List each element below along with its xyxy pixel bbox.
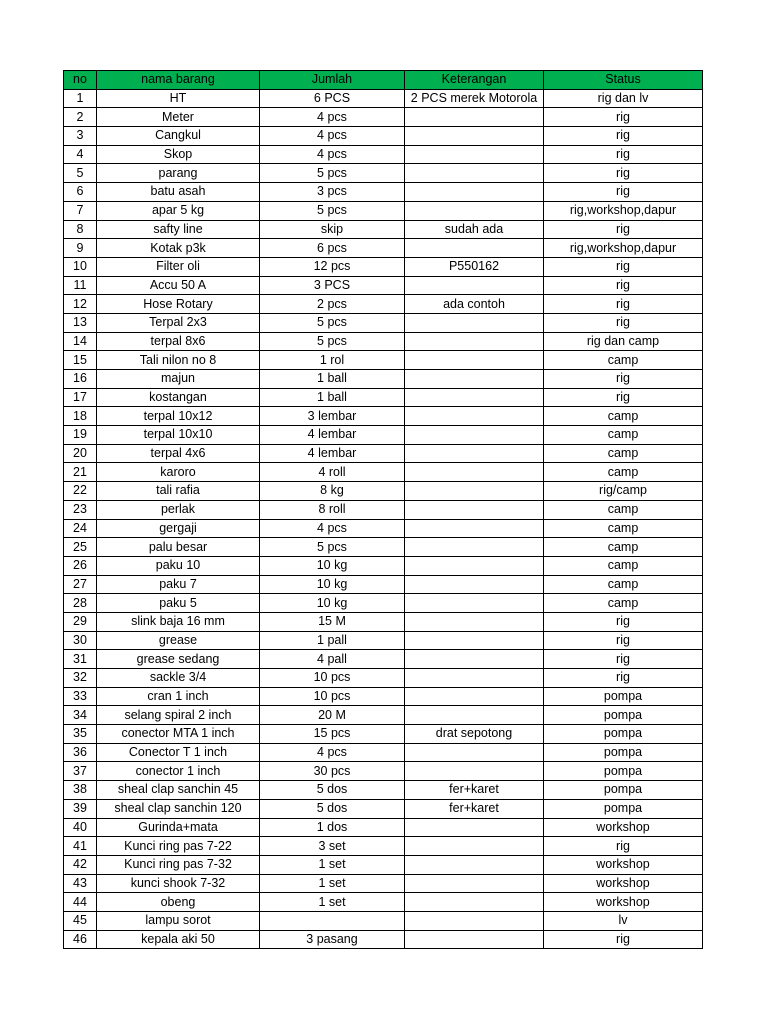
table-row bbox=[64, 201, 703, 220]
table-row bbox=[64, 799, 703, 818]
cell-jumlah[interactable]: 4 pcs bbox=[260, 743, 405, 762]
cell-keterangan[interactable]: ada contoh bbox=[405, 295, 544, 314]
cell-status[interactable]: workshop bbox=[544, 874, 703, 893]
cell-nama-barang[interactable]: Skop bbox=[97, 145, 260, 164]
cell-jumlah[interactable]: 1 ball bbox=[260, 370, 405, 389]
cell-keterangan[interactable] bbox=[405, 276, 544, 295]
cell-status[interactable]: pompa bbox=[544, 706, 703, 725]
cell-no[interactable]: 12 bbox=[64, 295, 97, 314]
cell-keterangan[interactable] bbox=[405, 407, 544, 426]
cell-keterangan[interactable] bbox=[405, 650, 544, 669]
cell-jumlah[interactable]: 5 dos bbox=[260, 781, 405, 800]
cell-nama-barang[interactable]: tali rafia bbox=[97, 482, 260, 501]
cell-keterangan[interactable] bbox=[405, 500, 544, 519]
cell-nama-barang[interactable]: Gurinda+mata bbox=[97, 818, 260, 837]
cell-no[interactable]: 20 bbox=[64, 444, 97, 463]
table-body bbox=[64, 89, 703, 949]
cell-jumlah[interactable]: 3 pcs bbox=[260, 183, 405, 202]
cell-jumlah[interactable]: 1 set bbox=[260, 874, 405, 893]
cell-nama-barang[interactable]: Cangkul bbox=[97, 127, 260, 146]
cell-no[interactable]: 2 bbox=[64, 108, 97, 127]
cell-jumlah[interactable]: 1 set bbox=[260, 893, 405, 912]
cell-keterangan[interactable] bbox=[405, 444, 544, 463]
cell-no[interactable]: 45 bbox=[64, 911, 97, 930]
cell-keterangan[interactable] bbox=[405, 127, 544, 146]
table-row bbox=[64, 463, 703, 482]
table-row bbox=[64, 818, 703, 837]
cell-status[interactable]: pompa bbox=[544, 743, 703, 762]
cell-nama-barang[interactable]: paku 5 bbox=[97, 594, 260, 613]
table-row bbox=[64, 164, 703, 183]
cell-status[interactable]: camp bbox=[544, 556, 703, 575]
cell-status[interactable]: rig bbox=[544, 164, 703, 183]
cell-nama-barang[interactable]: Conector T 1 inch bbox=[97, 743, 260, 762]
cell-jumlah[interactable]: 5 dos bbox=[260, 799, 405, 818]
cell-no[interactable]: 33 bbox=[64, 687, 97, 706]
cell-keterangan[interactable] bbox=[405, 855, 544, 874]
cell-no[interactable]: 31 bbox=[64, 650, 97, 669]
table-row bbox=[64, 388, 703, 407]
cell-no[interactable]: 16 bbox=[64, 370, 97, 389]
cell-keterangan[interactable] bbox=[405, 313, 544, 332]
table-row bbox=[64, 538, 703, 557]
cell-no[interactable]: 35 bbox=[64, 725, 97, 744]
cell-status[interactable]: rig dan camp bbox=[544, 332, 703, 351]
cell-jumlah[interactable]: 10 kg bbox=[260, 575, 405, 594]
cell-no[interactable]: 40 bbox=[64, 818, 97, 837]
cell-status[interactable]: rig bbox=[544, 612, 703, 631]
cell-keterangan[interactable] bbox=[405, 108, 544, 127]
table-row bbox=[64, 669, 703, 688]
cell-status[interactable]: rig bbox=[544, 930, 703, 949]
cell-jumlah[interactable]: 10 pcs bbox=[260, 687, 405, 706]
spreadsheet bbox=[63, 70, 703, 949]
cell-status[interactable]: camp bbox=[544, 463, 703, 482]
cell-nama-barang[interactable]: grease sedang bbox=[97, 650, 260, 669]
cell-jumlah[interactable]: 10 pcs bbox=[260, 669, 405, 688]
cell-status[interactable]: rig,workshop,dapur bbox=[544, 239, 703, 258]
cell-keterangan[interactable] bbox=[405, 687, 544, 706]
cell-status[interactable]: pompa bbox=[544, 799, 703, 818]
cell-jumlah[interactable]: 5 pcs bbox=[260, 332, 405, 351]
table-row bbox=[64, 650, 703, 669]
table-row bbox=[64, 257, 703, 276]
table-row bbox=[64, 444, 703, 463]
header-row bbox=[64, 71, 703, 90]
cell-nama-barang[interactable]: karoro bbox=[97, 463, 260, 482]
table-row bbox=[64, 594, 703, 613]
cell-no[interactable]: 26 bbox=[64, 556, 97, 575]
cell-jumlah[interactable]: 30 pcs bbox=[260, 762, 405, 781]
cell-status[interactable]: camp bbox=[544, 594, 703, 613]
cell-no[interactable]: 37 bbox=[64, 762, 97, 781]
cell-no[interactable]: 29 bbox=[64, 612, 97, 631]
cell-jumlah[interactable]: 2 pcs bbox=[260, 295, 405, 314]
cell-nama-barang[interactable]: Kotak p3k bbox=[97, 239, 260, 258]
cell-no[interactable]: 28 bbox=[64, 594, 97, 613]
inventory-table bbox=[63, 70, 703, 949]
cell-nama-barang[interactable]: terpal 4x6 bbox=[97, 444, 260, 463]
cell-jumlah[interactable]: 3 PCS bbox=[260, 276, 405, 295]
cell-no[interactable]: 22 bbox=[64, 482, 97, 501]
cell-nama-barang[interactable]: parang bbox=[97, 164, 260, 183]
cell-keterangan[interactable]: sudah ada bbox=[405, 220, 544, 239]
cell-status[interactable]: rig bbox=[544, 276, 703, 295]
cell-jumlah[interactable]: 5 pcs bbox=[260, 313, 405, 332]
cell-keterangan[interactable]: fer+karet bbox=[405, 799, 544, 818]
cell-keterangan[interactable] bbox=[405, 706, 544, 725]
cell-jumlah[interactable]: 12 pcs bbox=[260, 257, 405, 276]
cell-nama-barang[interactable]: Kunci ring pas 7-32 bbox=[97, 855, 260, 874]
cell-keterangan[interactable] bbox=[405, 463, 544, 482]
cell-keterangan[interactable] bbox=[405, 351, 544, 370]
cell-status[interactable]: camp bbox=[544, 538, 703, 557]
cell-jumlah[interactable]: skip bbox=[260, 220, 405, 239]
cell-keterangan[interactable] bbox=[405, 837, 544, 856]
cell-jumlah[interactable]: 8 roll bbox=[260, 500, 405, 519]
cell-no[interactable]: 18 bbox=[64, 407, 97, 426]
cell-no[interactable]: 39 bbox=[64, 799, 97, 818]
cell-keterangan[interactable] bbox=[405, 145, 544, 164]
header-jumlah[interactable]: Jumlah bbox=[260, 71, 405, 90]
cell-nama-barang[interactable]: terpal 8x6 bbox=[97, 332, 260, 351]
cell-keterangan[interactable]: fer+karet bbox=[405, 781, 544, 800]
cell-no[interactable]: 3 bbox=[64, 127, 97, 146]
cell-nama-barang[interactable]: Hose Rotary bbox=[97, 295, 260, 314]
cell-jumlah[interactable]: 6 PCS bbox=[260, 89, 405, 108]
cell-nama-barang[interactable]: palu besar bbox=[97, 538, 260, 557]
cell-nama-barang[interactable]: terpal 10x12 bbox=[97, 407, 260, 426]
cell-jumlah[interactable]: 5 pcs bbox=[260, 538, 405, 557]
header-no[interactable]: no bbox=[64, 71, 97, 90]
cell-jumlah[interactable]: 3 lembar bbox=[260, 407, 405, 426]
cell-nama-barang[interactable]: conector 1 inch bbox=[97, 762, 260, 781]
cell-jumlah[interactable] bbox=[260, 911, 405, 930]
cell-no[interactable]: 11 bbox=[64, 276, 97, 295]
cell-status[interactable]: pompa bbox=[544, 762, 703, 781]
table-row bbox=[64, 313, 703, 332]
cell-status[interactable]: rig bbox=[544, 388, 703, 407]
table-row bbox=[64, 556, 703, 575]
cell-jumlah[interactable]: 10 kg bbox=[260, 594, 405, 613]
cell-no[interactable]: 9 bbox=[64, 239, 97, 258]
cell-no[interactable]: 13 bbox=[64, 313, 97, 332]
cell-status[interactable]: pompa bbox=[544, 725, 703, 744]
table-row bbox=[64, 183, 703, 202]
cell-status[interactable]: workshop bbox=[544, 818, 703, 837]
table-row bbox=[64, 426, 703, 445]
cell-keterangan[interactable] bbox=[405, 669, 544, 688]
cell-keterangan[interactable] bbox=[405, 519, 544, 538]
cell-jumlah[interactable]: 5 pcs bbox=[260, 201, 405, 220]
table-row bbox=[64, 276, 703, 295]
cell-status[interactable]: rig bbox=[544, 631, 703, 650]
cell-jumlah[interactable]: 15 M bbox=[260, 612, 405, 631]
cell-jumlah[interactable]: 4 pall bbox=[260, 650, 405, 669]
cell-keterangan[interactable] bbox=[405, 594, 544, 613]
cell-nama-barang[interactable]: Terpal 2x3 bbox=[97, 313, 260, 332]
cell-status[interactable]: camp bbox=[544, 444, 703, 463]
table-row bbox=[64, 837, 703, 856]
cell-status[interactable]: rig bbox=[544, 313, 703, 332]
table-row bbox=[64, 781, 703, 800]
cell-jumlah[interactable]: 1 ball bbox=[260, 388, 405, 407]
cell-nama-barang[interactable]: cran 1 inch bbox=[97, 687, 260, 706]
cell-jumlah[interactable]: 8 kg bbox=[260, 482, 405, 501]
cell-jumlah[interactable]: 1 rol bbox=[260, 351, 405, 370]
cell-no[interactable]: 38 bbox=[64, 781, 97, 800]
cell-jumlah[interactable]: 1 dos bbox=[260, 818, 405, 837]
cell-no[interactable]: 41 bbox=[64, 837, 97, 856]
table-row bbox=[64, 762, 703, 781]
table-row bbox=[64, 911, 703, 930]
cell-jumlah[interactable]: 1 pall bbox=[260, 631, 405, 650]
cell-jumlah[interactable]: 20 M bbox=[260, 706, 405, 725]
cell-keterangan[interactable] bbox=[405, 388, 544, 407]
table-row bbox=[64, 89, 703, 108]
table-row bbox=[64, 575, 703, 594]
cell-keterangan[interactable] bbox=[405, 239, 544, 258]
cell-jumlah[interactable]: 4 roll bbox=[260, 463, 405, 482]
cell-nama-barang[interactable]: perlak bbox=[97, 500, 260, 519]
cell-jumlah[interactable]: 6 pcs bbox=[260, 239, 405, 258]
cell-keterangan[interactable]: drat sepotong bbox=[405, 725, 544, 744]
cell-no[interactable]: 14 bbox=[64, 332, 97, 351]
cell-nama-barang[interactable]: paku 7 bbox=[97, 575, 260, 594]
cell-nama-barang[interactable]: Accu 50 A bbox=[97, 276, 260, 295]
cell-status[interactable]: rig bbox=[544, 183, 703, 202]
header-status[interactable]: Status bbox=[544, 71, 703, 90]
cell-keterangan[interactable] bbox=[405, 556, 544, 575]
cell-no[interactable]: 34 bbox=[64, 706, 97, 725]
cell-status[interactable]: rig bbox=[544, 295, 703, 314]
cell-no[interactable]: 27 bbox=[64, 575, 97, 594]
table-row bbox=[64, 145, 703, 164]
cell-nama-barang[interactable]: lampu sorot bbox=[97, 911, 260, 930]
cell-no[interactable]: 25 bbox=[64, 538, 97, 557]
cell-keterangan[interactable] bbox=[405, 612, 544, 631]
cell-keterangan[interactable] bbox=[405, 911, 544, 930]
table-row bbox=[64, 855, 703, 874]
cell-status[interactable]: rig dan lv bbox=[544, 89, 703, 108]
cell-keterangan[interactable] bbox=[405, 426, 544, 445]
table-row bbox=[64, 127, 703, 146]
cell-nama-barang[interactable]: terpal 10x10 bbox=[97, 426, 260, 445]
cell-nama-barang[interactable]: safty line bbox=[97, 220, 260, 239]
cell-nama-barang[interactable]: HT bbox=[97, 89, 260, 108]
table-row bbox=[64, 874, 703, 893]
cell-keterangan[interactable] bbox=[405, 818, 544, 837]
cell-no[interactable]: 19 bbox=[64, 426, 97, 445]
cell-jumlah[interactable]: 4 pcs bbox=[260, 519, 405, 538]
cell-no[interactable]: 42 bbox=[64, 855, 97, 874]
cell-nama-barang[interactable]: gergaji bbox=[97, 519, 260, 538]
cell-jumlah[interactable]: 4 pcs bbox=[260, 145, 405, 164]
cell-no[interactable]: 15 bbox=[64, 351, 97, 370]
cell-status[interactable]: rig bbox=[544, 108, 703, 127]
cell-nama-barang[interactable]: slink baja 16 mm bbox=[97, 612, 260, 631]
cell-keterangan[interactable] bbox=[405, 482, 544, 501]
table-row bbox=[64, 725, 703, 744]
cell-jumlah[interactable]: 1 set bbox=[260, 855, 405, 874]
cell-keterangan[interactable] bbox=[405, 201, 544, 220]
cell-no[interactable]: 43 bbox=[64, 874, 97, 893]
cell-no[interactable]: 23 bbox=[64, 500, 97, 519]
cell-status[interactable]: rig bbox=[544, 257, 703, 276]
cell-nama-barang[interactable]: kostangan bbox=[97, 388, 260, 407]
cell-jumlah[interactable]: 3 set bbox=[260, 837, 405, 856]
cell-status[interactable]: camp bbox=[544, 351, 703, 370]
table-row bbox=[64, 332, 703, 351]
cell-jumlah[interactable]: 10 kg bbox=[260, 556, 405, 575]
header-keterangan[interactable]: Keterangan bbox=[405, 71, 544, 90]
cell-status[interactable]: pompa bbox=[544, 687, 703, 706]
cell-nama-barang[interactable]: conector MTA 1 inch bbox=[97, 725, 260, 744]
cell-jumlah[interactable]: 4 lembar bbox=[260, 444, 405, 463]
cell-status[interactable]: rig bbox=[544, 370, 703, 389]
cell-no[interactable]: 32 bbox=[64, 669, 97, 688]
cell-keterangan[interactable]: 2 PCS merek Motorola bbox=[405, 89, 544, 108]
table-row bbox=[64, 893, 703, 912]
cell-status[interactable]: rig bbox=[544, 669, 703, 688]
cell-no[interactable]: 46 bbox=[64, 930, 97, 949]
cell-keterangan[interactable] bbox=[405, 762, 544, 781]
table-row bbox=[64, 631, 703, 650]
cell-jumlah[interactable]: 4 lembar bbox=[260, 426, 405, 445]
table-row bbox=[64, 239, 703, 258]
cell-no[interactable]: 36 bbox=[64, 743, 97, 762]
cell-no[interactable]: 5 bbox=[64, 164, 97, 183]
cell-no[interactable]: 17 bbox=[64, 388, 97, 407]
cell-keterangan[interactable] bbox=[405, 874, 544, 893]
table-row bbox=[64, 930, 703, 949]
cell-nama-barang[interactable]: grease bbox=[97, 631, 260, 650]
cell-status[interactable]: lv bbox=[544, 911, 703, 930]
cell-no[interactable]: 1 bbox=[64, 89, 97, 108]
cell-status[interactable]: camp bbox=[544, 407, 703, 426]
cell-no[interactable]: 6 bbox=[64, 183, 97, 202]
table-row bbox=[64, 407, 703, 426]
cell-keterangan[interactable] bbox=[405, 930, 544, 949]
cell-nama-barang[interactable]: Filter oli bbox=[97, 257, 260, 276]
cell-keterangan[interactable] bbox=[405, 893, 544, 912]
cell-jumlah[interactable]: 3 pasang bbox=[260, 930, 405, 949]
cell-no[interactable]: 7 bbox=[64, 201, 97, 220]
cell-nama-barang[interactable]: kunci shook 7-32 bbox=[97, 874, 260, 893]
cell-status[interactable]: rig bbox=[544, 127, 703, 146]
table-row bbox=[64, 519, 703, 538]
cell-jumlah[interactable]: 4 pcs bbox=[260, 108, 405, 127]
cell-nama-barang[interactable]: sheal clap sanchin 120 bbox=[97, 799, 260, 818]
table-row bbox=[64, 351, 703, 370]
cell-status[interactable]: camp bbox=[544, 519, 703, 538]
cell-keterangan[interactable] bbox=[405, 538, 544, 557]
table-row bbox=[64, 220, 703, 239]
cell-nama-barang[interactable]: paku 10 bbox=[97, 556, 260, 575]
cell-status[interactable]: camp bbox=[544, 575, 703, 594]
cell-jumlah[interactable]: 4 pcs bbox=[260, 127, 405, 146]
cell-jumlah[interactable]: 5 pcs bbox=[260, 164, 405, 183]
cell-keterangan[interactable] bbox=[405, 370, 544, 389]
cell-status[interactable]: rig bbox=[544, 145, 703, 164]
table-row bbox=[64, 706, 703, 725]
cell-keterangan[interactable] bbox=[405, 743, 544, 762]
cell-no[interactable]: 24 bbox=[64, 519, 97, 538]
cell-keterangan[interactable]: P550162 bbox=[405, 257, 544, 276]
cell-jumlah[interactable]: 15 pcs bbox=[260, 725, 405, 744]
cell-nama-barang[interactable]: kepala aki 50 bbox=[97, 930, 260, 949]
cell-no[interactable]: 8 bbox=[64, 220, 97, 239]
cell-nama-barang[interactable]: batu asah bbox=[97, 183, 260, 202]
cell-nama-barang[interactable]: Meter bbox=[97, 108, 260, 127]
cell-status[interactable]: camp bbox=[544, 426, 703, 445]
cell-nama-barang[interactable]: Tali nilon no 8 bbox=[97, 351, 260, 370]
cell-nama-barang[interactable]: apar 5 kg bbox=[97, 201, 260, 220]
cell-nama-barang[interactable]: Kunci ring pas 7-22 bbox=[97, 837, 260, 856]
cell-nama-barang[interactable]: selang spiral 2 inch bbox=[97, 706, 260, 725]
cell-status[interactable]: rig bbox=[544, 650, 703, 669]
header-nama-barang[interactable]: nama barang bbox=[97, 71, 260, 90]
table-row bbox=[64, 612, 703, 631]
table-row bbox=[64, 295, 703, 314]
cell-status[interactable]: workshop bbox=[544, 855, 703, 874]
cell-status[interactable]: rig bbox=[544, 837, 703, 856]
cell-status[interactable]: rig bbox=[544, 220, 703, 239]
cell-no[interactable]: 30 bbox=[64, 631, 97, 650]
table-row bbox=[64, 370, 703, 389]
cell-nama-barang[interactable]: obeng bbox=[97, 893, 260, 912]
cell-nama-barang[interactable]: sackle 3/4 bbox=[97, 669, 260, 688]
cell-nama-barang[interactable]: majun bbox=[97, 370, 260, 389]
table-row bbox=[64, 500, 703, 519]
cell-status[interactable]: camp bbox=[544, 500, 703, 519]
cell-status[interactable]: workshop bbox=[544, 893, 703, 912]
cell-status[interactable]: rig,workshop,dapur bbox=[544, 201, 703, 220]
cell-keterangan[interactable] bbox=[405, 332, 544, 351]
table-row bbox=[64, 687, 703, 706]
cell-status[interactable]: pompa bbox=[544, 781, 703, 800]
table-row bbox=[64, 108, 703, 127]
table-row bbox=[64, 482, 703, 501]
cell-keterangan[interactable] bbox=[405, 575, 544, 594]
cell-nama-barang[interactable]: sheal clap sanchin 45 bbox=[97, 781, 260, 800]
table-row bbox=[64, 743, 703, 762]
cell-no[interactable]: 10 bbox=[64, 257, 97, 276]
cell-keterangan[interactable] bbox=[405, 631, 544, 650]
cell-no[interactable]: 44 bbox=[64, 893, 97, 912]
cell-no[interactable]: 4 bbox=[64, 145, 97, 164]
cell-status[interactable]: rig/camp bbox=[544, 482, 703, 501]
cell-keterangan[interactable] bbox=[405, 183, 544, 202]
cell-keterangan[interactable] bbox=[405, 164, 544, 183]
cell-no[interactable]: 21 bbox=[64, 463, 97, 482]
